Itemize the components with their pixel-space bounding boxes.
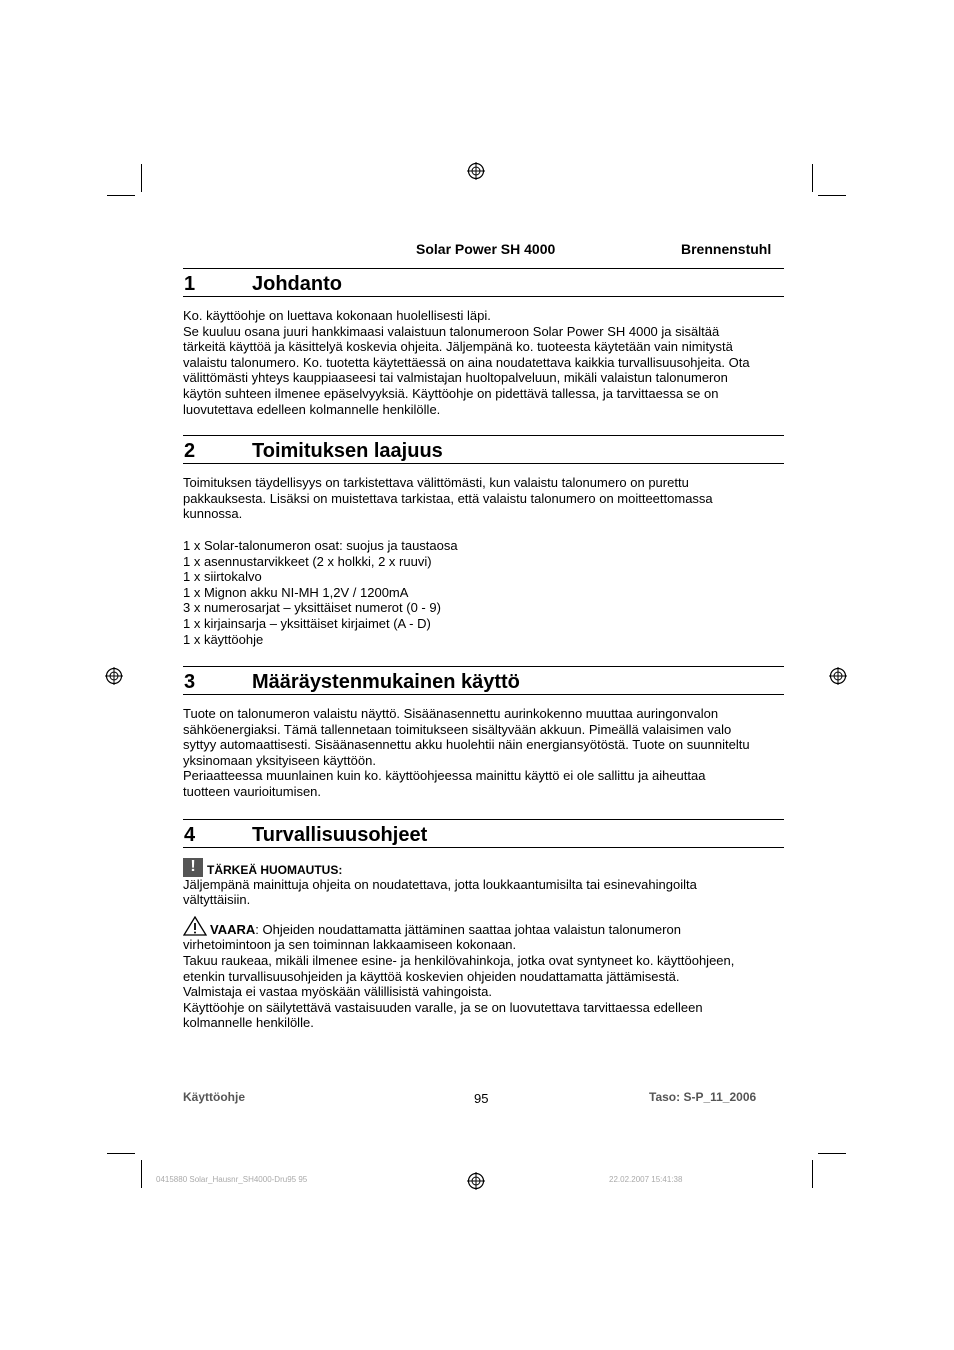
text-line: vältyttäisiin. — [183, 892, 251, 908]
crop-mark — [812, 164, 813, 192]
list-item: 1 x siirtokalvo — [183, 569, 262, 585]
section-heading — [183, 819, 784, 848]
text-line: välittömästi yhteys kauppiaaseesi tai valmistajan huoltopalveluun, mikäli valaistun talonumeron — [183, 370, 728, 386]
section-body — [183, 308, 784, 417]
section-heading — [183, 435, 784, 464]
text-line: etenkin turvallisuusohjeiden ja käyttöä koskevien ohjeiden noudattamatta jättämisestä. — [183, 968, 680, 984]
text-line: Ko. käyttöohje on luettava kokonaan huolellisesti läpi. — [183, 308, 491, 323]
section-number: 1 — [184, 273, 196, 295]
section-heading — [183, 666, 784, 695]
text-line: yksinomaan yksityiseen käyttöön. — [183, 752, 376, 768]
section-number: 4 — [184, 823, 196, 846]
text-line: tärkeitä käyttöä ja käsittelyä koskevia ohjeita. Jäljempänä ko. tuoteesta käytetään vain nimitystä — [183, 339, 733, 355]
section-heading — [183, 268, 784, 297]
text-line: Takuu raukeaa, mikäli ilmenee esine- ja henkilövahinkoja, jotka ovat syntyneet ko. käyttöohjeen, — [183, 953, 735, 969]
text-line: luovutettava edelleen kolmannelle henkilölle. — [183, 401, 441, 417]
text-line: virhetoimintoon ja sen toiminnan lakkaamiseen kokonaan. — [183, 937, 517, 953]
text-line: käytön suhteen ilmenee epäselvyyksiä. Käyttöohje on pidettävä tallessa, ja tarvittaessa se on — [183, 385, 719, 401]
list-item: 3 x numerosarjat – yksittäiset numerot (0 - 9) — [183, 600, 441, 616]
exclamation-icon: ! — [183, 858, 203, 877]
text-line: Valmistaja ei vastaa myöskään välillisistä vahingoista. — [183, 984, 493, 1000]
text-line: sähköenergiaksi. Tämä tallennetaan toimitukseen sisältyvään akkuun. Pimeällä valaisimen valo — [183, 721, 732, 737]
section-title: Määräystenmukainen käyttö — [252, 671, 520, 694]
text-line: Tuote on talonumeron valaistu näyttö. Sisäänasennettu aurinkokenno muuttaa auringonvalon — [183, 706, 719, 722]
header-product-name: Solar Power SH 4000 — [416, 241, 556, 257]
section-maaraystenmukainen-kaytto — [183, 666, 784, 800]
footer-revision: Taso: S-P_11_2006 — [649, 1090, 757, 1104]
text-line: Käyttöohje on säilytettävä vastaisuuden varalle, ja se on luovutettava tarvittaessa edelleen — [183, 999, 703, 1015]
text-line: syttyy automaattisesti. Sisäänasennettu akku huolehtii näin energiansyötöstä. Tuote on suunniteltu — [183, 737, 750, 753]
text-line: tuotteen vaurioitumisen. — [183, 784, 322, 800]
section-body — [183, 475, 784, 647]
registration-mark-icon — [467, 162, 485, 180]
text-line: Se kuuluu osana juuri hankkimaasi valaistuun talonumeroon Solar Power SH 4000 ja sisältää — [183, 323, 720, 339]
registration-mark-icon — [829, 667, 847, 685]
list-item: 1 x Mignon akku NI-MH 1,2V / 1200mA — [183, 584, 409, 600]
warning-triangle-icon — [183, 916, 207, 936]
print-slug-file: 0415880 Solar_Hausnr_SH4000-Dru95 95 — [156, 1175, 308, 1184]
list-item: 1 x Solar-talonumeron osat: suojus ja taustaosa — [183, 537, 458, 553]
header-brand-name: Brennenstuhl — [681, 241, 772, 257]
crop-mark — [818, 195, 846, 196]
list-item: 1 x kirjainsarja – yksittäiset kirjaimet (A - D) — [183, 615, 431, 631]
section-body — [183, 706, 784, 800]
page-number: 95 — [474, 1091, 489, 1106]
crop-mark — [141, 1160, 142, 1188]
notice-label: TÄRKEÄ HUOMAUTUS: — [207, 862, 343, 877]
text-line: kolmannelle henkilölle. — [183, 1015, 314, 1031]
danger-notice — [183, 916, 784, 938]
section-title: Johdanto — [252, 273, 342, 295]
section-title: Toimituksen laajuus — [252, 440, 443, 463]
section-toimituksen-laajuus — [183, 435, 784, 647]
danger-label: VAARA — [210, 921, 256, 937]
document-body — [183, 268, 784, 1031]
print-slug-date: 22.02.2007 15:41:38 — [609, 1175, 683, 1184]
text-line: kunnossa. — [183, 506, 243, 522]
crop-mark — [818, 1153, 846, 1154]
text-line: valaistu talonumero. Ko. tuotetta käytettäessä on aina noudatettava kaikkia turvallisuusohjeita. Ota — [183, 354, 750, 370]
important-notice — [183, 858, 784, 877]
crop-mark — [812, 1160, 813, 1188]
section-number: 3 — [184, 671, 196, 694]
text-line: Jäljempänä mainittuja ohjeita on noudatettava, jotta loukkaantumisilta tai esinevahingoilta — [183, 876, 697, 892]
section-number: 2 — [184, 440, 196, 463]
list-item: 1 x asennustarvikkeet (2 x holkki, 2 x ruuvi) — [183, 553, 432, 569]
crop-mark — [107, 1153, 135, 1154]
section-turvallisuusohjeet — [183, 819, 784, 1031]
text-line: pakkauksesta. Lisäksi on muistettava tarkistaa, että valaistu talonumero on moitteettomassa — [183, 490, 713, 506]
registration-mark-icon — [105, 667, 123, 685]
section-johdanto — [183, 268, 784, 417]
footer-doc-type: Käyttöohje — [183, 1090, 246, 1104]
list-item: 1 x käyttöohje — [183, 631, 264, 647]
crop-mark — [141, 164, 142, 192]
danger-text: : Ohjeiden noudattamatta jättäminen saattaa johtaa valaistun talonumeron — [255, 921, 681, 937]
section-title: Turvallisuusohjeet — [252, 823, 428, 846]
text-line: Periaatteessa muunlainen kuin ko. käyttöohjeessa mainittu käyttö ei ole sallittu ja aiheuttaa — [183, 768, 706, 784]
crop-mark — [107, 195, 135, 196]
text-line: Toimituksen täydellisyys on tarkistettava välittömästi, kun valaistu talonumero on purettu — [183, 475, 689, 491]
registration-mark-icon — [467, 1172, 485, 1190]
